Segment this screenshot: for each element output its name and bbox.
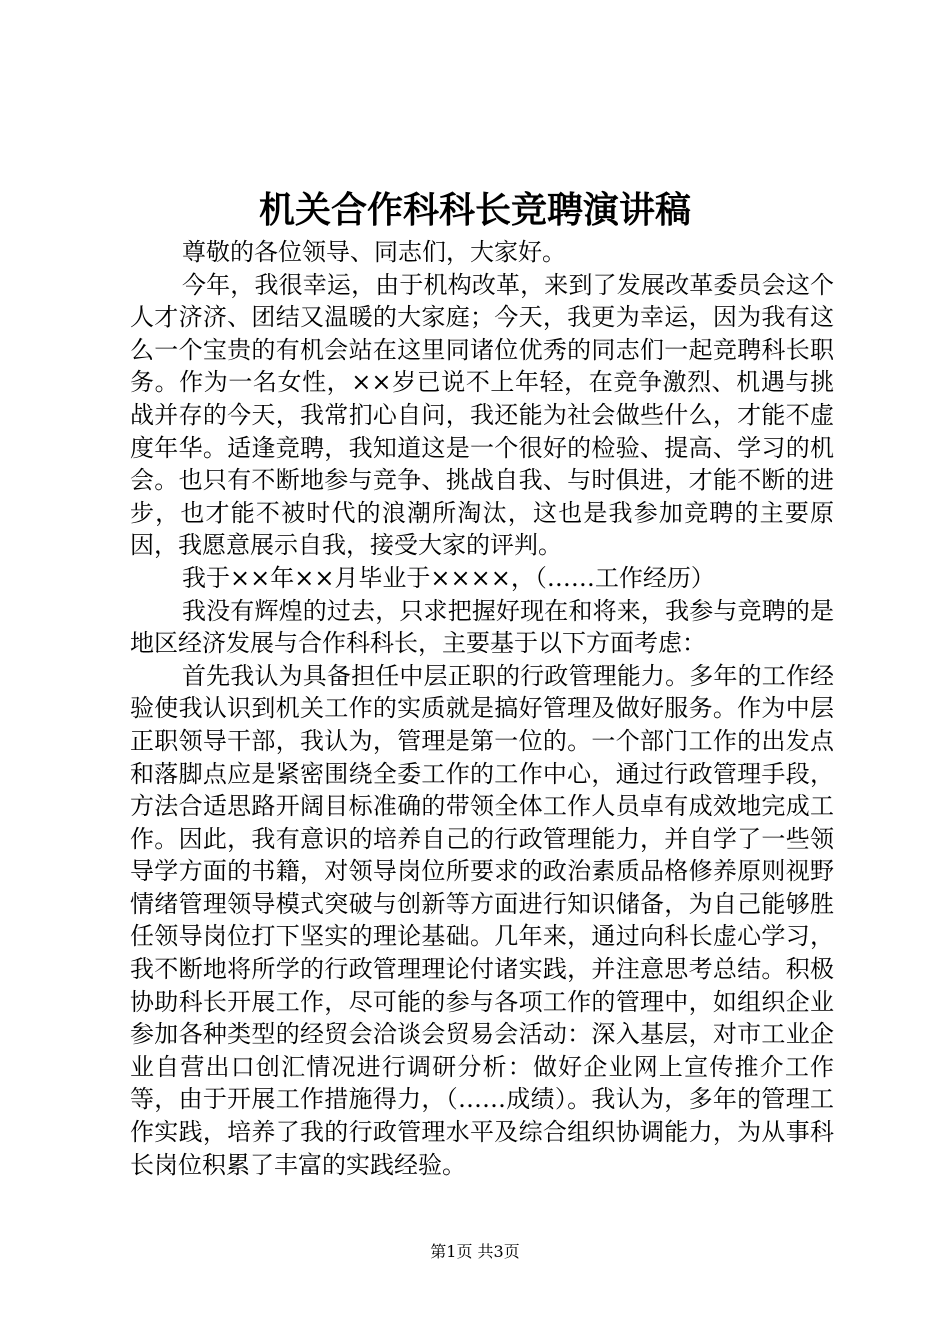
document-title: 机关合作科科长竞聘演讲稿: [258, 189, 691, 231]
paragraph-motivation: 我没有辉煌的过去，只求把握好现在和将来，我参与竞聘的是地区经济发展与合作科科长，主要基于以下方面考虑：: [130, 596, 834, 658]
paragraph-greeting: 尊敬的各位领导、同志们，大家好。: [182, 238, 566, 266]
paragraph-work-history: 我于××年××月毕业于××××，（……工作经历）: [182, 563, 715, 592]
paragraph-introduction: 今年，我很幸运，由于机构改革，来到了发展改革委员会这个人才济济、团结又温暖的大家庭；今天，我更为幸运，因为我有这么一个宝贵的有机会站在这里同诸位优秀的同志们一起竞聘科长职务。作为一名女性，××岁已说不上年轻，在竞争激烈、机遇与挑战并存的今天，我常扪心自问，我还能为社会做些什么，才能不虚度年华。适逢竞聘，我知道这是一个很好的检验、提高、学习的机会。也只有不断地参与竞争、挑战自我、与时俱进，才能不断的进步，也才能不被时代的浪潮所淘汰，这也是我参加竞聘的主要原因，我愿意展示自我，接受大家的评判。: [130, 270, 834, 560]
paragraph-management-ability: 首先我认为具备担任中层正职的行政管理能力。多年的工作经验使我认识到机关工作的实质就是搞好管理及做好服务。作为中层正职领导干部，我认为，管理是第一位的。一个部门工作的出发点和落脚点应是紧密围绕全委工作的工作中心，通过行政管理手段，方法合适思路开阔目标准确的带领全体工作人员卓有成效地完成工作。因此，我有意识的培养自己的行政管理能力，并自学了一些领导学方面的书籍，对领导岗位所要求的政治素质品格修养原则视野情绪管理领导模式突破与创新等方面进行知识储备，为自己能够胜任领导岗位打下坚实的理论基础。几年来，通过向科长虚心学习，我不断地将所学的行政管理理论付诸实践，并注意思考总结。积极协助科长开展工作，尽可能的参与各项工作的管理中，如组织企业参加各种类型的经贸会洽谈会贸易会活动：深入基层，对市工业企业自营出口创汇情况进行调研分析：做好企业网上宣传推介工作等，由于开展工作措施得力，（……成绩）。我认为，多年的管理工作实践，培养了我的行政管理水平及综合组织协调能力，为从事科长岗位积累了丰富的实践经验。: [130, 661, 834, 1179]
document-body: [130, 236, 834, 1181]
page-number-footer: 第1页 共3页: [430, 1242, 520, 1261]
